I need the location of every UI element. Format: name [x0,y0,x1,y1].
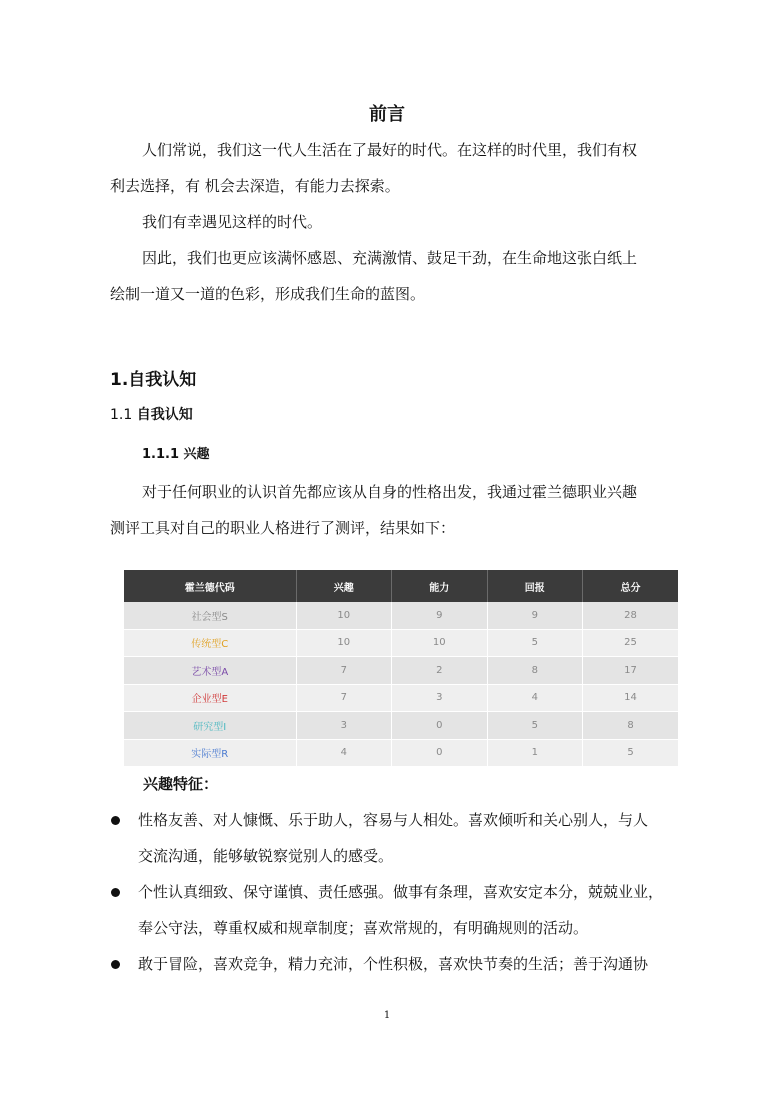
preface-p1-line1: 人们常说，我们这一代人生活在了最好的时代。在这样的时代里，我们有权 [142,141,638,159]
row-label: 实际型R [124,739,296,767]
header-code: 霍兰德代码 [124,570,296,602]
bullet-icon [111,816,120,825]
cell-reward: 4 [487,684,583,712]
bullet-icon [111,888,120,897]
features-title: 兴趣特征： [143,775,219,793]
header-total: 总分 [583,570,679,602]
header-ability: 能力 [392,570,488,602]
list-item [110,946,670,982]
heading-text: 自我认知 [136,407,193,423]
cell-total: 28 [583,602,679,629]
cell-ability: 0 [392,712,488,740]
cell-total: 14 [583,684,679,712]
row-label: 企业型E [124,684,296,712]
cell-ability: 3 [392,684,488,712]
preface-p3-line1: 因此，我们也更应该满怀感恩、充满激情、鼓足干劲，在生命地这张白纸上 [142,249,638,267]
section-heading-1: 1.自我认知 [110,370,197,390]
holland-result-table [124,570,678,767]
table-row [124,739,678,767]
cell-reward: 5 [487,712,583,740]
cell-interest: 7 [296,684,392,712]
row-label: 传统型C [124,629,296,657]
table-row [124,602,678,629]
item-line1: 敢于冒险，喜欢竞争，精力充沛，个性积极，喜欢快节奏的生活；善于沟通协 [138,955,649,973]
row-label: 社会型S [124,602,296,629]
cell-total: 8 [583,712,679,740]
preface-paragraph-2 [110,204,670,240]
cell-total: 25 [583,629,679,657]
table-row [124,657,678,685]
preface-p3-line2: 绘制一道又一道的色彩，形成我们生命的蓝图。 [110,285,426,303]
header-interest: 兴趣 [296,570,392,602]
table-row [124,712,678,740]
cell-ability: 9 [392,602,488,629]
table-row [124,684,678,712]
cell-total: 17 [583,657,679,685]
preface-p2-text: 我们有幸遇见这样的时代。 [142,213,323,231]
cell-ability: 2 [392,657,488,685]
cell-interest: 10 [296,602,392,629]
interest-intro-paragraph [110,474,670,546]
features-list [110,802,670,982]
cell-total: 5 [583,739,679,767]
section-heading-1-1-1: 1.1.1 兴趣 [142,447,210,462]
item-line2: 交流沟通，能够敏锐察觉别人的感受。 [138,847,394,865]
item-line1: 性格友善、对人慷慨、乐于助人，容易与人相处。喜欢倾听和关心别人，与人 [138,811,649,829]
item-line1: 个性认真细致、保守谨慎、责任感强。做事有条理，喜欢安定本分，兢兢业业， [138,883,664,901]
bullet-icon [111,960,120,969]
cell-reward: 5 [487,629,583,657]
preface-paragraph-1 [110,132,670,204]
cell-reward: 1 [487,739,583,767]
list-item [110,874,670,946]
item-line2: 奉公守法，尊重权威和规章制度；喜欢常规的，有明确规则的活动。 [138,919,589,937]
cell-ability: 0 [392,739,488,767]
preface-title: 前言 [369,104,405,125]
cell-ability: 10 [392,629,488,657]
header-reward: 回报 [487,570,583,602]
cell-reward: 9 [487,602,583,629]
cell-reward: 8 [487,657,583,685]
cell-interest: 4 [296,739,392,767]
intro-line2: 测评工具对自己的职业人格进行了测评，结果如下： [110,519,456,537]
preface-paragraph-3 [110,240,670,312]
cell-interest: 3 [296,712,392,740]
intro-line1: 对于任何职业的认识首先都应该从自身的性格出发，我通过霍兰德职业兴趣 [142,483,638,501]
section-heading-1-1 [110,404,193,424]
row-label: 艺术型A [124,657,296,685]
cell-interest: 10 [296,629,392,657]
table-header-row [124,570,678,602]
row-label: 研究型I [124,712,296,740]
list-item [110,802,670,874]
page-number: 1 [383,1010,391,1021]
table-row [124,629,678,657]
preface-p1-line2: 利去选择，有 机会去深造，有能力去探索。 [110,177,400,195]
heading-number: 1.1 [110,407,137,423]
cell-interest: 7 [296,657,392,685]
